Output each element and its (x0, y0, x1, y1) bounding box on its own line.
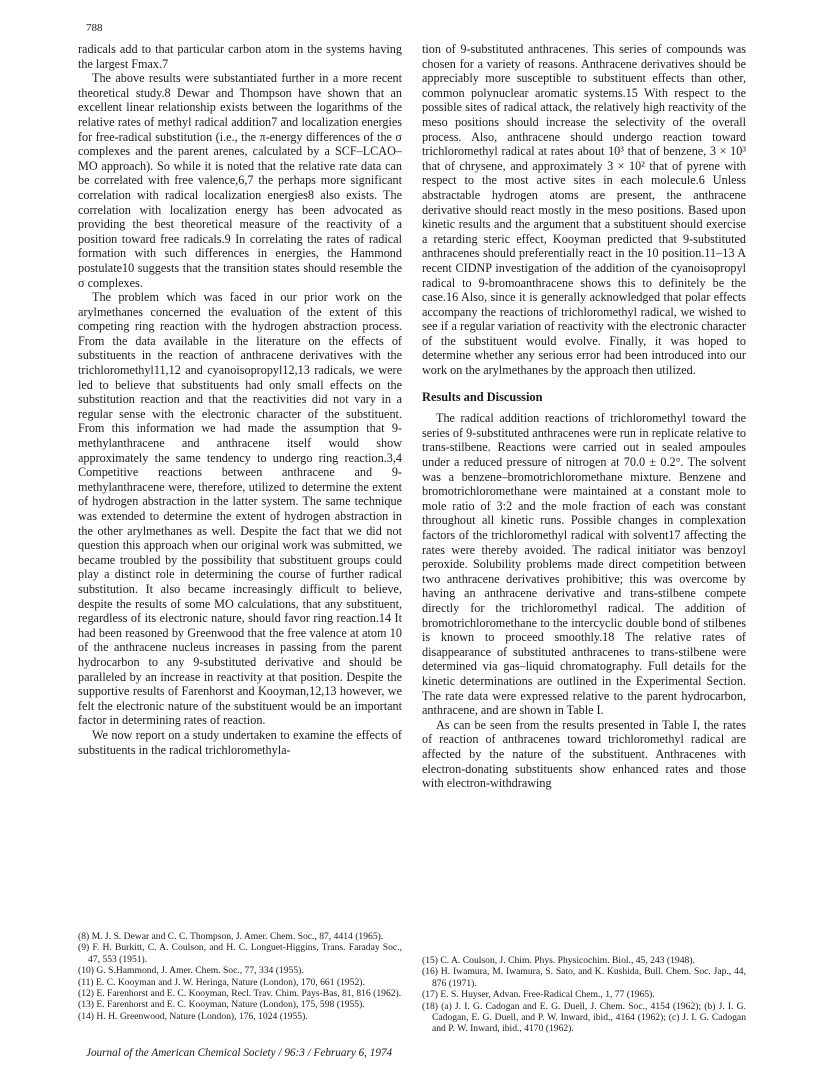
footnote: (11) E. C. Kooyman and J. W. Heringa, Nature (London), 170, 661 (1952). (78, 976, 365, 988)
footnote: (18) (a) J. I. G. Cadogan and E. G. Duell, J. Chem. Soc., 4154 (1962); (b) J. I. G. Cadogan, E. G. Duell, and P. W. Inward, ibid., 4164 (1962); (c) J. I. G. Cadogan and P. W. Inward, ibid., 4170 (1962). (422, 1000, 746, 1035)
footnote: (9) F. H. Burkitt, C. A. Coulson, and H. C. Longuet-Higgins, Trans. Faraday Soc., 47, 553 (1951). (78, 942, 402, 965)
footnote: (13) E. Farenhorst and E. C. Kooyman, Nature (London), 175, 598 (1955). (78, 999, 365, 1011)
page-number: 788 (86, 22, 103, 34)
paragraph: The radical addition reactions of trichloromethyl toward the series of 9-substituted anthracenes were run in replicate relative to trans-stilbene. Reactions were carried out in sealed ampoules under a reduced pressure of nitrogen at 70.0 ± 0.2°. The solvent was a benzene–bromotrichloromethane mixture. Benzene and bromotrichloromethane were maintained at a constant mole to mole ratio of 3:2 and the mole fraction of each was constant throughout all kinetic runs. Possible changes in complexation factors of the trichloromethyl radical with solvent17 affecting the rates were thereby avoided. The radical initiator was benzoyl peroxide. Solubility problems made direct competition between two anthracene derivatives prohibitive; this was overcome by having an anthracene derivative and trans-stilbene compete directly for the trichloromethyl radical. The addition of bromotrichloromethane to the intercyclic double bond of stilbenes is known to proceed smoothly.18 The relative rates of disappearance of substituted anthracenes to trans-stilbene were determined via gas–liquid chromatography. Full details for the kinetic determinations are outlined in the Experimental Section. The rate data were expressed relative to the parent hydrocarbon, anthracene, and are shown in Table I. (422, 411, 746, 718)
footnotes-left (78, 931, 402, 1022)
footnote: (17) E. S. Huyser, Advan. Free-Radical Chem., 1, 77 (1965). (422, 989, 655, 1001)
footnote: (12) E. Farenhorst and E. C. Kooyman, Recl. Trav. Chim. Pays-Bas, 81, 816 (1962). (78, 988, 402, 1000)
paragraph: As can be seen from the results presented in Table I, the rates of reaction of anthracenes toward trichloromethyl radical are affected by the nature of the substituent. Anthracenes with electron-donating substituents show enhanced rates and those with electron-withdrawing (422, 717, 746, 791)
journal-footer: Journal of the American Chemical Society / 96:3 / February 6, 1974 (86, 1047, 393, 1059)
footnote: (15) C. A. Coulson, J. Chim. Phys. Physicochim. Biol., 45, 243 (1948). (422, 955, 695, 966)
paragraph: tion of 9-substituted anthracenes. This series of compounds was chosen for a variety of reasons. Anthracene derivatives should be appreciably more susceptible to substituent effects than other, common polynuclear aromatic systems.15 With respect to the possible sites of radical attack, the relatively high reactivity of the meso positions should increase the selectivity of the overall process. Also, anthracene should undergo reaction toward trichloromethyl radical at rates about 10³ that of benzene, 3 × 10³ that of chrysene, and approximately 3 × 10² that of pyrene with respect to the most active sites in each molecule.6 Unless abstractable hydrogen atoms are present, the anthracene derivative should react mostly in the meso positions. Based upon kinetic results and the argument that a substituent should exercise a retarding steric effect, Kooyman predicted that 9-substituted anthracenes should preferentially react in the 10 position.11–13 A recent CIDNP investigation of the addition of the cyanoisopropyl radical to 9-bromoanthracene shows this to definitely be the case.16 Also, since it is generally acknowledged that polar effects accompany the reactions of trichloromethyl radical, we wished to see if a regular variation of reactivity with the electronic character of the substituent would evolve. Finally, it was hoped to determine whether any serious error had been introduced into our work on the arylmethanes by the approach then utilized. (422, 42, 746, 378)
footnote: (16) H. Iwamura, M. Iwamura, S. Sato, and K. Kushida, Bull. Chem. Soc. Jap., 44, 876 (1971). (422, 966, 746, 989)
paragraph: The problem which was faced in our prior work on the arylmethanes concerned the evaluation of the extent of this competing ring reaction with the hydrogen abstraction process. From the data available in the literature on the effects of substituents in the reaction of anthracene derivatives with the trichloromethyl11,12 and cyanoisopropyl12,13 radicals, we were led to believe that substituents had only small effects on the substitution reaction and that the reactivities did not vary in a regular sense with the electronic character of the substituent. From this information we had made the assumption that 9-methylanthracene and anthracene itself would show approximately the same tendency to undergo ring reaction.3,4 Competitive reactions between anthracene and 9-methylanthracene were, therefore, utilized to determine the extent of hydrogen abstraction in the latter system. The same technique was extended to determine the extent of hydrogen abstraction in the other arylmethanes as well. Despite the fact that we did not question this approach when our original work was submitted, we became troubled by the possibility that substituent groups could play a distinct role in determining the course of further radical substitution. It also became increasingly difficult to believe, despite the results of some MO calculations, that any substituent, regardless of its electronic nature, should favor ring reaction.14 It had been reasoned by Greenwood that the free valence at atom 10 of the anthracene nucleus increases in passing from the parent hydrocarbon to any 9-substituted derivative and should be paralleled by an increase in reactivity at that position. Despite the supportive results of Farenhorst and Kooyman,12,13 however, we felt the electronic nature of the substituent would be an important factor in determining rates of reaction. (78, 290, 402, 728)
paragraph: We now report on a study undertaken to examine the effects of substituents in the radical trichloromethyla- (78, 727, 402, 757)
section-heading: Results and Discussion (422, 389, 543, 404)
right-column (422, 42, 746, 791)
footnotes-right (422, 955, 746, 1035)
footnote: (8) M. J. S. Dewar and C. C. Thompson, J. Amer. Chem. Soc., 87, 4414 (1965). (78, 931, 384, 942)
paragraph: radicals add to that particular carbon atom in the systems having the largest Fmax.7 (78, 42, 402, 71)
footnote: (10) G. S.Hammond, J. Amer. Chem. Soc., 77, 334 (1955). (78, 965, 304, 977)
left-column (78, 42, 402, 757)
paragraph: The above results were substantiated further in a more recent theoretical study.8 Dewar and Thompson have shown that an excellent linear relationship exists between the logarithms of the relative rates of methyl radical addition7 and localization energies for free-radical substitution (i.e., the π-energy differences of the σ complexes and the parent arenes, calculated by a SCF–LCAO–MO approach). So while it is noted that the relative rate data can be correlated with free valence,6,7 the perhaps more significant correlation with radical localization energies8 also exists. The correlation with localization energy has been advocated as providing the best theoretical measure of the reactivity of a position toward free radicals.9 In correlating the rates of radical formation with such differences in energies, the Hammond postulate10 suggests that the transition states should resemble the σ complexes. (78, 71, 402, 290)
footnote: (14) H. H. Greenwood, Nature (London), 176, 1024 (1955). (78, 1010, 308, 1022)
